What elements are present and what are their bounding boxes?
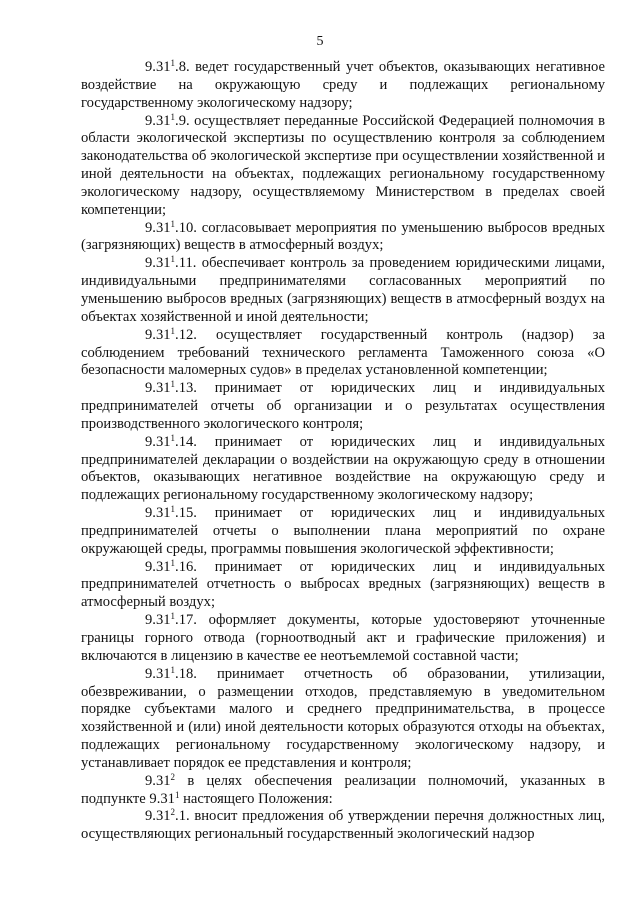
clause-paragraph — [81, 612, 605, 666]
clause-number: 9.31 — [145, 665, 171, 682]
clause-number-suffix: .11. — [175, 255, 197, 272]
clause-text: осуществляет переданные Российской Федерацией полномочия в области экологической экспертизы по осуществлению контроля за соблюдением законодательства об экологической экспертизе при осуществлении хозяйственной и иной деятельности на объектах, подлежащих региональному государственному экологическому надзору, осуществляемому Министерством в пределах своей компетенции; — [81, 112, 605, 218]
reference-superscript: 1 — [174, 789, 180, 800]
clause-text: принимает от юридических лиц и индивидуальных предпринимателей отчеты о выполнении плана мероприятий по охране окружающей среды, программы повышения экологической эффективности; — [81, 505, 605, 557]
clause-text: согласовывает мероприятия по уменьшению выбросов вредных (загрязняющих) веществ в атмосферный воздух; — [81, 219, 605, 254]
clause-number-suffix: .8. — [175, 59, 190, 75]
clause-superscript: 2 — [170, 771, 176, 782]
clause-superscript: 1 — [170, 254, 176, 265]
clause-paragraph — [81, 773, 605, 809]
clause-paragraph — [81, 434, 605, 505]
clause-number-suffix: .1. — [175, 808, 190, 825]
clause-text: ведет государственный учет объектов, оказывающих негативное воздействие на окружающую среду и подлежащих региональному государственному экологическому надзору; — [81, 59, 605, 111]
clause-paragraph — [81, 666, 605, 773]
clause-superscript: 1 — [170, 218, 176, 229]
clause-paragraph — [81, 808, 605, 844]
clause-number: 9.31 — [145, 433, 171, 450]
clause-text: осуществляет государственный контроль (надзор) за соблюдением требований технического регламента Таможенного союза «О безопасности маломерных судов» в пределах установленной компетенции; — [81, 326, 605, 379]
clause-number: 9.31 — [145, 808, 171, 825]
document-body — [81, 59, 605, 844]
clause-paragraph — [81, 59, 605, 113]
clause-number: 9.31 — [145, 255, 171, 272]
clause-number: 9.31 — [145, 612, 171, 629]
clause-superscript: 1 — [170, 111, 176, 122]
page-number: 5 — [316, 34, 324, 49]
clause-superscript: 2 — [170, 807, 176, 818]
clause-number: 9.31 — [145, 505, 171, 522]
clause-superscript: 1 — [170, 504, 176, 515]
clause-superscript: 1 — [170, 379, 176, 390]
clause-paragraph — [81, 559, 605, 613]
clause-paragraph — [81, 505, 605, 559]
clause-text: обеспечивает контроль за проведением юридическими лицами, индивидуальными предпринимателями согласованных мероприятий по уменьшению выбросов вредных (загрязняющих) веществ в атмосферный воздух на объектах хозяйственной и иной деятельности; — [81, 255, 605, 325]
clause-number-suffix: .9. — [175, 112, 190, 129]
clause-number-suffix: .10. — [175, 219, 197, 236]
clause-text: принимает от юридических лиц и индивидуальных предпринимателей отчетность о выбросах вредных (загрязняющих) веществ в атмосферный воздух; — [81, 558, 605, 611]
clause-text: вносит предложения об утверждении перечня должностных лиц, осуществляющих региональный государственный экологический надзор — [81, 808, 605, 843]
clause-number-suffix: .18. — [175, 665, 197, 682]
clause-number-suffix: .17. — [175, 612, 197, 629]
clause-number: 9.31 — [145, 219, 171, 236]
clause-number-suffix: .14. — [175, 433, 197, 450]
clause-paragraph — [81, 113, 605, 220]
clause-paragraph — [81, 255, 605, 326]
clause-number: 9.31 — [145, 59, 171, 75]
clause-number: 9.31 — [145, 380, 171, 397]
clause-number: 9.31 — [145, 558, 171, 575]
clause-number-suffix: .12. — [175, 326, 197, 343]
clause-paragraph — [81, 380, 605, 434]
clause-number: 9.31 — [145, 112, 171, 129]
clause-paragraph — [81, 220, 605, 256]
clause-number: 9.31 — [145, 326, 171, 343]
clause-superscript: 1 — [170, 432, 176, 443]
clause-superscript: 1 — [170, 557, 176, 568]
clause-superscript: 1 — [170, 664, 176, 675]
clause-number-suffix: .16. — [175, 558, 197, 575]
clause-number-suffix: .15. — [175, 505, 197, 522]
clause-superscript: 1 — [170, 58, 176, 68]
clause-text: принимает от юридических лиц и индивидуальных предпринимателей отчеты об организации и о результатах осуществления производственного экологического контроля; — [81, 380, 605, 432]
clause-text: принимает от юридических лиц и индивидуальных предпринимателей декларации о воздействии на окружающую среду в отношении объектов, оказывающих негативное воздействие на окружающую среду и подлежащих региональному государственному экологическому надзору; — [81, 433, 605, 504]
clause-text: принимает отчетность об образовании, утилизации, обезвреживании, о размещении отходов, представляемую в уведомительном порядке субъектами малого и среднего предпринимательства, в процессе хозяйственной и (или) иной деятельности которых образуются отходы на объектах, подлежащих региональному государственному экологическому надзору, и устанавливает порядок ее представления и контроля; — [81, 665, 605, 771]
clause-number: 9.31 — [145, 772, 171, 789]
clause-superscript: 1 — [170, 325, 176, 336]
clause-superscript: 1 — [170, 611, 176, 622]
clause-text: в целях обеспечения реализации полномочий, указанных в подпункте 9.31 — [81, 772, 605, 807]
clause-text: оформляет документы, которые удостоверяют уточненные границы горного отвода (горноотводный акт и графические приложения) и включаются в лицензию в качестве ее неотъемлемой составной части; — [81, 612, 605, 664]
clause-text-tail: настоящего Положения: — [179, 790, 333, 807]
clause-paragraph — [81, 327, 605, 381]
clause-number-suffix: .13. — [175, 380, 197, 397]
